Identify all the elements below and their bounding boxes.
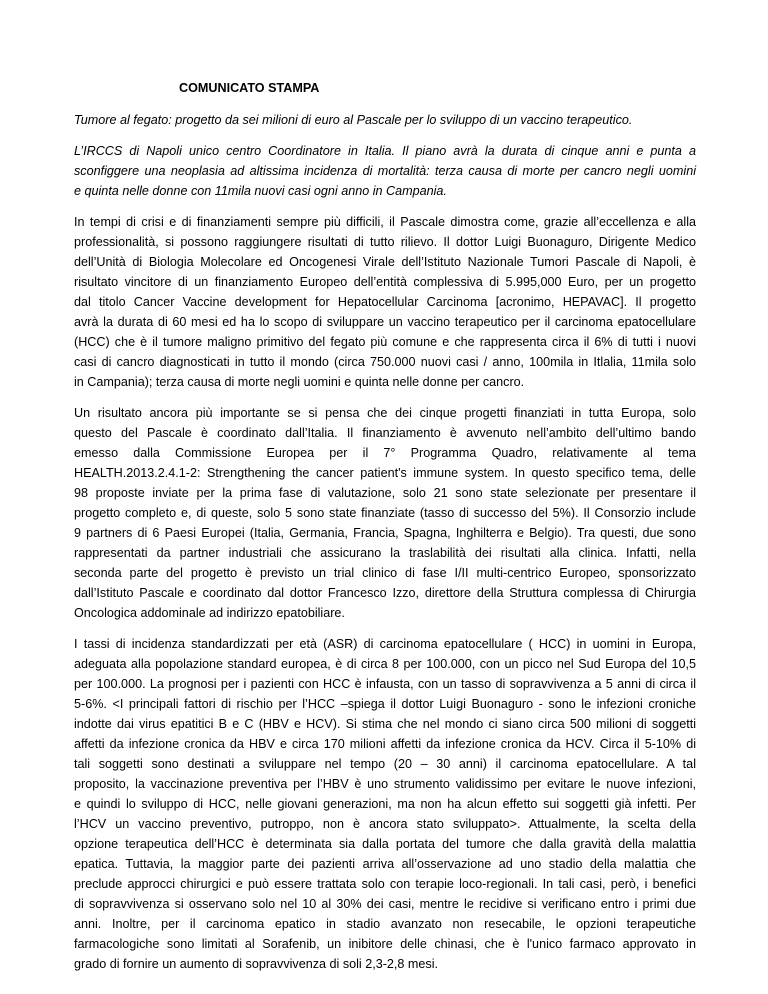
- text-line: casi di cancro diagnosticati in tutto il mondo (circa 750.000 nuovi casi / anno, 100mila in Itlalia, 11mila solo: [74, 355, 696, 369]
- text-line: preclude approcci chirurgici e può essere trattata solo con terapie loco-regionali. In tali casi, però, i benefici: [74, 877, 696, 891]
- text-line: 9 partners di 6 Paesi Europei (Italia, Germania, Francia, Spagna, Inghilterra e Belgio). Tra questi, due sono: [74, 526, 696, 540]
- document-subtitle: Tumore al fegato: progetto da sei milioni di euro al Pascale per lo sviluppo di un vaccino terapeutico.: [74, 113, 633, 127]
- text-line: emesso dalla Commissione Europea per il 7° Programma Quadro, relativamente al tema: [74, 446, 696, 460]
- body-paragraph: [74, 212, 696, 392]
- text-line: avrà la durata di 60 mesi ed ha lo scopo di sviluppare un vaccino terapeutico per il carcinoma epatocellulare: [74, 315, 696, 329]
- text-line: Oncologica addominale ad indirizzo epatobiliare.: [74, 606, 345, 620]
- text-line: dall’Istituto Pascale e coordinato dal dottor Francesco Izzo, direttore della Struttura complessa di Chirurgia: [74, 586, 696, 600]
- text-line: sconfiggere una neoplasia ad altissima incidenza di mortalità: terza causa di morte per cancro negli uomini: [74, 164, 696, 178]
- text-line: epatica. Tuttavia, la maggior parte dei pazienti arriva all’osservazione ad uno stadio della malattia che: [74, 857, 696, 871]
- text-line: affetti da infezione cronica da HBV e circa 170 milioni affetti da infezione cronica da HCV. Circa il 5-10% di: [74, 737, 696, 751]
- body-text: [74, 212, 696, 974]
- press-release-page: [74, 80, 696, 974]
- text-line: professionalità, si possono raggiungere risultati di tutto rilievo. Il dottor Luigi Buonaguro, Dirigente Medico: [74, 235, 696, 249]
- text-line: adeguata alla popolazione standard europea, è di circa 8 per 100.000, con un picco nel Sud Europa del 10,5: [74, 657, 696, 671]
- document-title: COMUNICATO STAMPA: [179, 81, 320, 95]
- text-line: progetto completo e, di queste, solo 5 sono state finanziate (tasso di successo del 5%). Il Consorzio include: [74, 506, 696, 520]
- lede-paragraph: [74, 141, 696, 201]
- text-line: anni. Inoltre, per il carcinoma epatico in stadio avanzato non resecabile, le opzioni terapeutiche: [74, 917, 696, 931]
- text-line: e quindi lo sviluppo di HCC, nelle giovani generazioni, ma non ha alcun effetto sui soggetti già infetti. Per: [74, 797, 696, 811]
- text-line: HEALTH.2013.2.4.1-2: Strengthening the cancer patient's immune system. In questo specifico tema, delle: [74, 466, 696, 480]
- text-line: in Campania); terza causa di morte negli uomini e quinta nelle donne per cancro.: [74, 375, 525, 389]
- body-paragraph: [74, 634, 696, 974]
- text-line: proposito, la vaccinazione preventiva per l’HBV è uno strumento validissimo per evitare le nuove infezioni,: [74, 777, 696, 791]
- text-line: L’IRCCS di Napoli unico centro Coordinatore in Italia. Il piano avrà la durata di cinque anni e punta a: [74, 144, 696, 158]
- text-line: I tassi di incidenza standardizzati per età (ASR) di carcinoma epatocellulare ( HCC) in uomini in Europa,: [74, 637, 696, 651]
- text-line: di sopravvivenza si osservano solo nel 10 al 30% dei casi, mentre le recidive si verificano entro i primi due: [74, 897, 696, 911]
- text-line: opzione terapeutica dell’HCC è determinata sia dalla portata del tumore che dalla gravità della malattia: [74, 837, 696, 851]
- text-line: 5-6%. <I principali fattori di rischio per l’HCC –spiega il dottor Luigi Buonaguro - sono le infezioni croniche: [74, 697, 696, 711]
- text-line: rappresentati da partner industriali che assicurano la traslabilità dei risultati alla clinica. Infatti, nella: [74, 546, 696, 560]
- text-line: seconda parte del progetto è previsto un trial clinico di fase I/II multi-centrico Europeo, sponsorizzato: [74, 566, 696, 580]
- body-paragraph: [74, 403, 696, 623]
- text-line: Un risultato ancora più importante se si pensa che dei cinque progetti finanziati in tutta Europa, solo: [74, 406, 696, 420]
- text-line: dell’Unità di Biologia Molecolare ed Oncogenesi Virale dell’Istituto Nazionale Tumori Pascale di Napoli, è: [74, 255, 696, 269]
- text-line: tali soggetti sono destinati a sviluppare nel tempo (20 – 30 anni) il carcinoma epatocellulare. A tal: [74, 757, 696, 771]
- text-line: per 100.000. La prognosi per i pazienti con HCC è infausta, con un tasso di sopravvivenza a 5 anni di circa il: [74, 677, 696, 691]
- text-line: farmacologiche sono limitati al Sorafenib, un inibitore delle chinasi, che è l'unico farmaco approvato in: [74, 937, 696, 951]
- text-line: questo del Pascale è coordinato dall’Italia. Il finanziamento è avvenuto nell’ambito dell’ultimo bando: [74, 426, 696, 440]
- text-line: indotte dai virus epatitici B e C (HBV e HCV). Si stima che nel mondo ci siano circa 500 milioni di soggetti: [74, 717, 696, 731]
- text-line: dal titolo Cancer Vaccine development for Hepatocellular Carcinoma [acronimo, HEPAVAC]. Il progetto: [74, 295, 696, 309]
- text-line: l’HCV un vaccino preventivo, putroppo, non è ancora stato sviluppato>. Attualmente, la scelta della: [74, 817, 696, 831]
- text-line: e quinta nelle donne con 11mila nuovi casi ogni anno in Campania.: [74, 184, 447, 198]
- text-line: 98 proposte inviate per la prima fase di valutazione, solo 21 sono state selezionate per presentare il: [74, 486, 696, 500]
- text-line: (HCC) che è il tumore maligno primitivo del fegato più comune e che rappresenta circa il 6% di tutti i nuovi: [74, 335, 696, 349]
- text-line: In tempi di crisi e di finanziamenti sempre più difficili, il Pascale dimostra come, grazie all’eccellenza e alla: [74, 215, 696, 229]
- text-line: risultato vincitore di un finanziamento Europeo dell’entità complessiva di 5.995,000 Euro, per un progetto: [74, 275, 696, 289]
- text-line: grado di fornire un aumento di sopravvivenza di soli 2,3-2,8 mesi.: [74, 957, 439, 971]
